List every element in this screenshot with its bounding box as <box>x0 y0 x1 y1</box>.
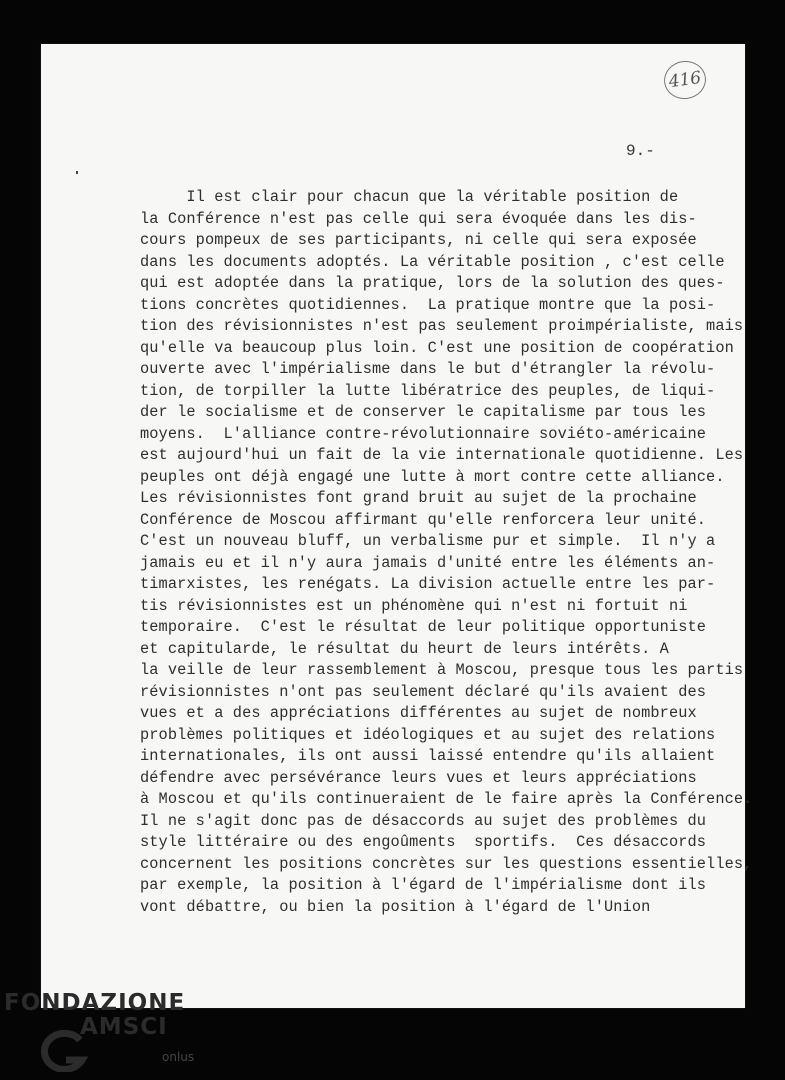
text-line: dans les documents adoptés. La véritable position , c'est celle <box>140 252 725 271</box>
text-line: der le socialisme et de conserver le capitalisme par tous les <box>140 403 707 421</box>
text-line: concernent les positions concrètes sur les questions essentielles, <box>140 854 753 873</box>
text-line: révisionnistes n'ont pas seulement déclaré qu'ils avaient des <box>140 682 707 701</box>
ink-speck <box>76 171 78 174</box>
document-page <box>41 44 753 1008</box>
text-line: à Moscou et qu'ils continueraient de le faire après la Conférence. <box>140 790 753 808</box>
watermark-line2: AMSCI <box>80 1014 168 1040</box>
text-line: style littéraire ou des engoûments sportifs. Ces désaccords <box>140 833 707 851</box>
text-line: C'est un nouveau bluff, un verbalisme pur et simple. Il n'y a <box>140 532 716 550</box>
folio-stamp: 416 <box>662 58 709 101</box>
text-line: par exemple, la position à l'égard de l'impérialisme dont ils <box>140 876 707 894</box>
text-line: tion, de torpiller la lutte libératrice des peuples, de liqui- <box>140 381 716 400</box>
text-line: problèmes politiques et idéologiques et au sujet des relations <box>140 725 716 744</box>
text-line: Il ne s'agit donc pas de désaccords au sujet des problèmes du <box>140 811 707 830</box>
text-line: Les révisionnistes font grand bruit au sujet de la prochaine <box>140 489 697 507</box>
text-line: temporaire. C'est le résultat de leur politique opportuniste <box>140 618 707 636</box>
text-line: moyens. L'alliance contre-révolutionnaire soviéto-américaine <box>140 424 707 443</box>
watermark-line1: FONDAZIONE <box>4 990 186 1016</box>
text-line: internationales, ils ont aussi laissé entendre qu'ils allaient <box>140 747 716 765</box>
text-line: tions concrètes quotidiennes. La pratique montre que la posi- <box>140 295 716 314</box>
text-line: et capitularde, le résultat du heurt de leurs intérêts. A <box>140 639 669 658</box>
text-line: Conférence de Moscou affirmant qu'elle renforcera leur unité. <box>140 510 707 529</box>
text-line: tion des révisionnistes n'est pas seulement proimpérialiste, mais <box>140 317 744 335</box>
text-line: est aujourd'hui un fait de la vie internationale quotidienne. Les <box>140 446 744 464</box>
text-line: timarxistes, les renégats. La division actuelle entre les par- <box>140 575 716 593</box>
page-number: 9.- <box>626 142 655 160</box>
body-text <box>140 187 753 918</box>
text-line: qui est adoptée dans la pratique, lors de la solution des ques- <box>140 274 725 292</box>
text-line: Il est clair pour chacun que la véritable position de <box>140 188 679 206</box>
text-line: la Conférence n'est pas celle qui sera évoquée dans les dis- <box>140 209 697 228</box>
text-line: qu'elle va beaucoup plus loin. C'est une position de coopération <box>140 338 734 357</box>
text-line: cours pompeux de ses participants, ni celle qui sera exposée <box>140 231 697 249</box>
watermark-logo <box>4 990 204 1075</box>
text-line: ouverte avec l'impérialisme dans le but d'étrangler la révolu- <box>140 360 716 378</box>
text-line: peuples ont déjà engagé une lutte à mort contre cette alliance. <box>140 467 725 486</box>
watermark-g-icon <box>36 1026 92 1072</box>
text-line: jamais eu et il n'y aura jamais d'unité entre les éléments an- <box>140 553 716 572</box>
text-line: tis révisionnistes est un phénomène qui n'est ni fortuit ni <box>140 596 688 615</box>
text-line: vues et a des appréciations différentes au sujet de nombreux <box>140 704 697 722</box>
text-line: défendre avec persévérance leurs vues et leurs appréciations <box>140 768 697 787</box>
text-line: la veille de leur rassemblement à Moscou, presque tous les partis <box>140 661 744 679</box>
watermark-suffix: onlus <box>162 1050 195 1064</box>
text-line: vont débattre, ou bien la position à l'égard de l'Union <box>140 897 651 916</box>
